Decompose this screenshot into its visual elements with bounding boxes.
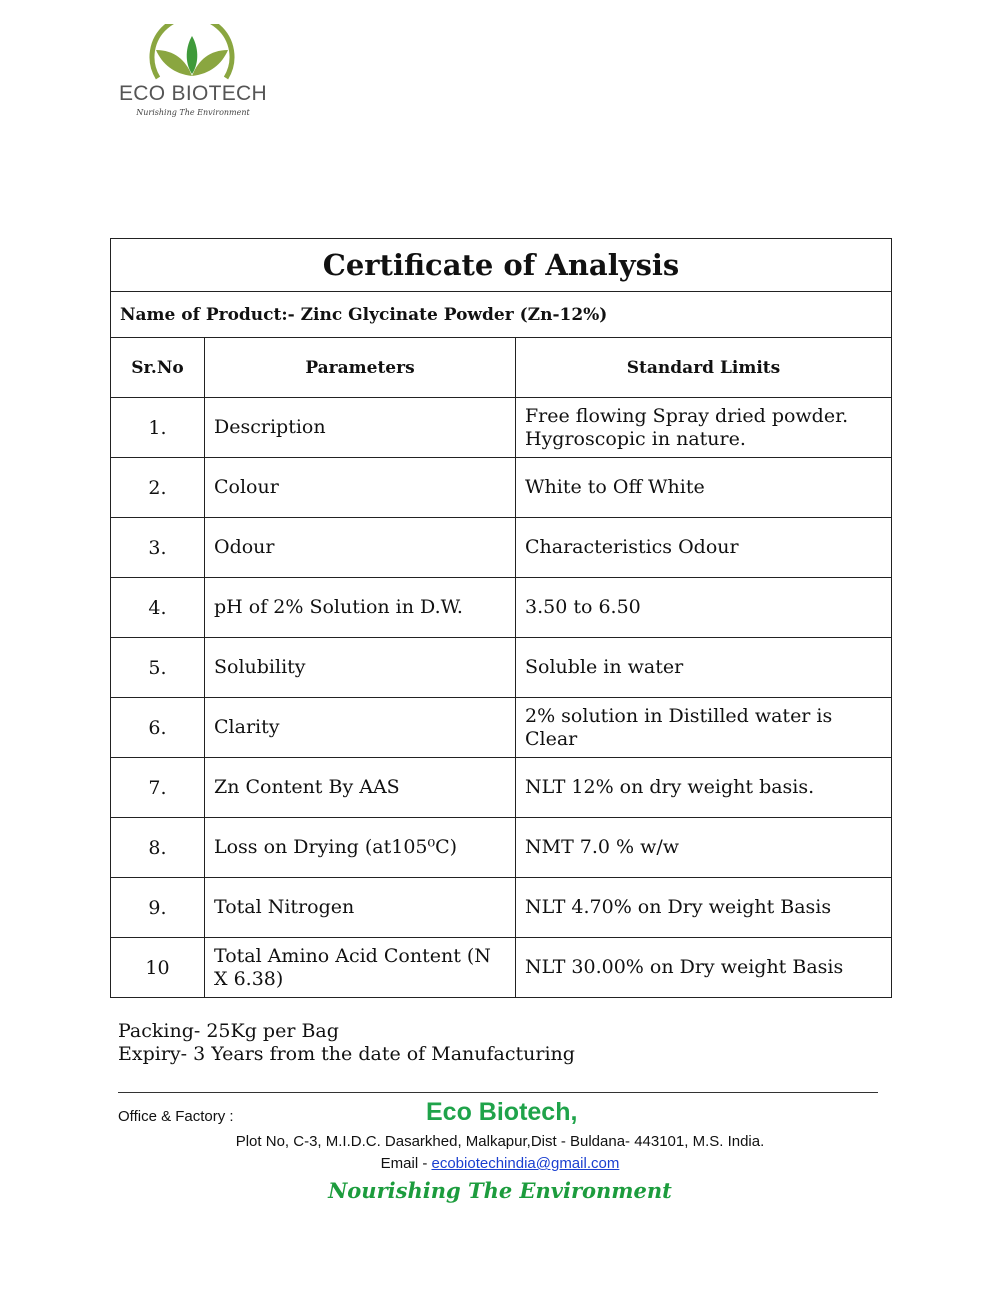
- row-number: 4.: [111, 578, 205, 638]
- row-parameter: Total Amino Acid Content (N X 6.38): [205, 938, 516, 998]
- table-header-row: [111, 338, 892, 398]
- table-row: [111, 758, 892, 818]
- row-parameter: Colour: [205, 458, 516, 518]
- email-line: [0, 1155, 1000, 1172]
- address: Plot No, C-3, M.I.D.C. Dasarkhed, Malkapur,Dist - Buldana- 443101, M.S. India.: [235, 1133, 765, 1150]
- row-parameter: Clarity: [205, 698, 516, 758]
- row-limit: Soluble in water: [516, 638, 892, 698]
- table-row: [111, 818, 892, 878]
- row-parameter: Loss on Drying (at105⁰C): [205, 818, 516, 878]
- row-number: 2.: [111, 458, 205, 518]
- company-logo: [118, 24, 268, 124]
- logo-tagline: Nurishing The Environment: [136, 108, 250, 117]
- table-row: [111, 578, 892, 638]
- header-standard-limits: Standard Limits: [516, 338, 892, 398]
- row-number: 3.: [111, 518, 205, 578]
- row-limit: NMT 7.0 % w/w: [516, 818, 892, 878]
- table-row: [111, 938, 892, 998]
- table-row: [111, 698, 892, 758]
- row-limit: NLT 4.70% on Dry weight Basis: [516, 878, 892, 938]
- header-parameters: Parameters: [205, 338, 516, 398]
- certificate-title: Certificate of Analysis: [111, 239, 892, 292]
- row-parameter: pH of 2% Solution in D.W.: [205, 578, 516, 638]
- email-label: Email -: [380, 1155, 432, 1172]
- motto: Nourishing The Environment: [328, 1178, 672, 1203]
- row-parameter: Description: [205, 398, 516, 458]
- row-number: 1.: [111, 398, 205, 458]
- table-row: [111, 518, 892, 578]
- row-limit: 3.50 to 6.50: [516, 578, 892, 638]
- table-row: [111, 638, 892, 698]
- footer-divider: [118, 1092, 878, 1093]
- row-limit: White to Off White: [516, 458, 892, 518]
- email-link[interactable]: ecobiotechindia@gmail.com: [431, 1155, 620, 1172]
- packing-note: Packing- 25Kg per Bag: [118, 1020, 339, 1042]
- office-label: Office & Factory :: [118, 1108, 234, 1125]
- table-row: [111, 458, 892, 518]
- row-number: 10: [111, 938, 205, 998]
- row-number: 6.: [111, 698, 205, 758]
- row-limit: Free flowing Spray dried powder. Hygroscopic in nature.: [516, 398, 892, 458]
- row-limit: Characteristics Odour: [516, 518, 892, 578]
- row-number: 8.: [111, 818, 205, 878]
- row-number: 5.: [111, 638, 205, 698]
- expiry-note: Expiry- 3 Years from the date of Manufacturing: [118, 1043, 575, 1065]
- row-limit: NLT 12% on dry weight basis.: [516, 758, 892, 818]
- row-parameter: Total Nitrogen: [205, 878, 516, 938]
- company-name: Eco Biotech,: [426, 1098, 578, 1126]
- row-number: 9.: [111, 878, 205, 938]
- header-sr-no: Sr.No: [111, 338, 205, 398]
- table-row: [111, 878, 892, 938]
- row-parameter: Odour: [205, 518, 516, 578]
- table-row: [111, 398, 892, 458]
- leaf-logo-icon: [146, 24, 238, 82]
- row-number: 7.: [111, 758, 205, 818]
- row-parameter: Solubility: [205, 638, 516, 698]
- product-name: Name of Product:- Zinc Glycinate Powder (Zn-12%): [111, 292, 892, 338]
- analysis-table: [110, 238, 892, 998]
- row-limit: NLT 30.00% on Dry weight Basis: [516, 938, 892, 998]
- logo-title: ECO BIOTECH: [119, 82, 267, 105]
- row-limit: 2% solution in Distilled water is Clear: [516, 698, 892, 758]
- row-parameter: Zn Content By AAS: [205, 758, 516, 818]
